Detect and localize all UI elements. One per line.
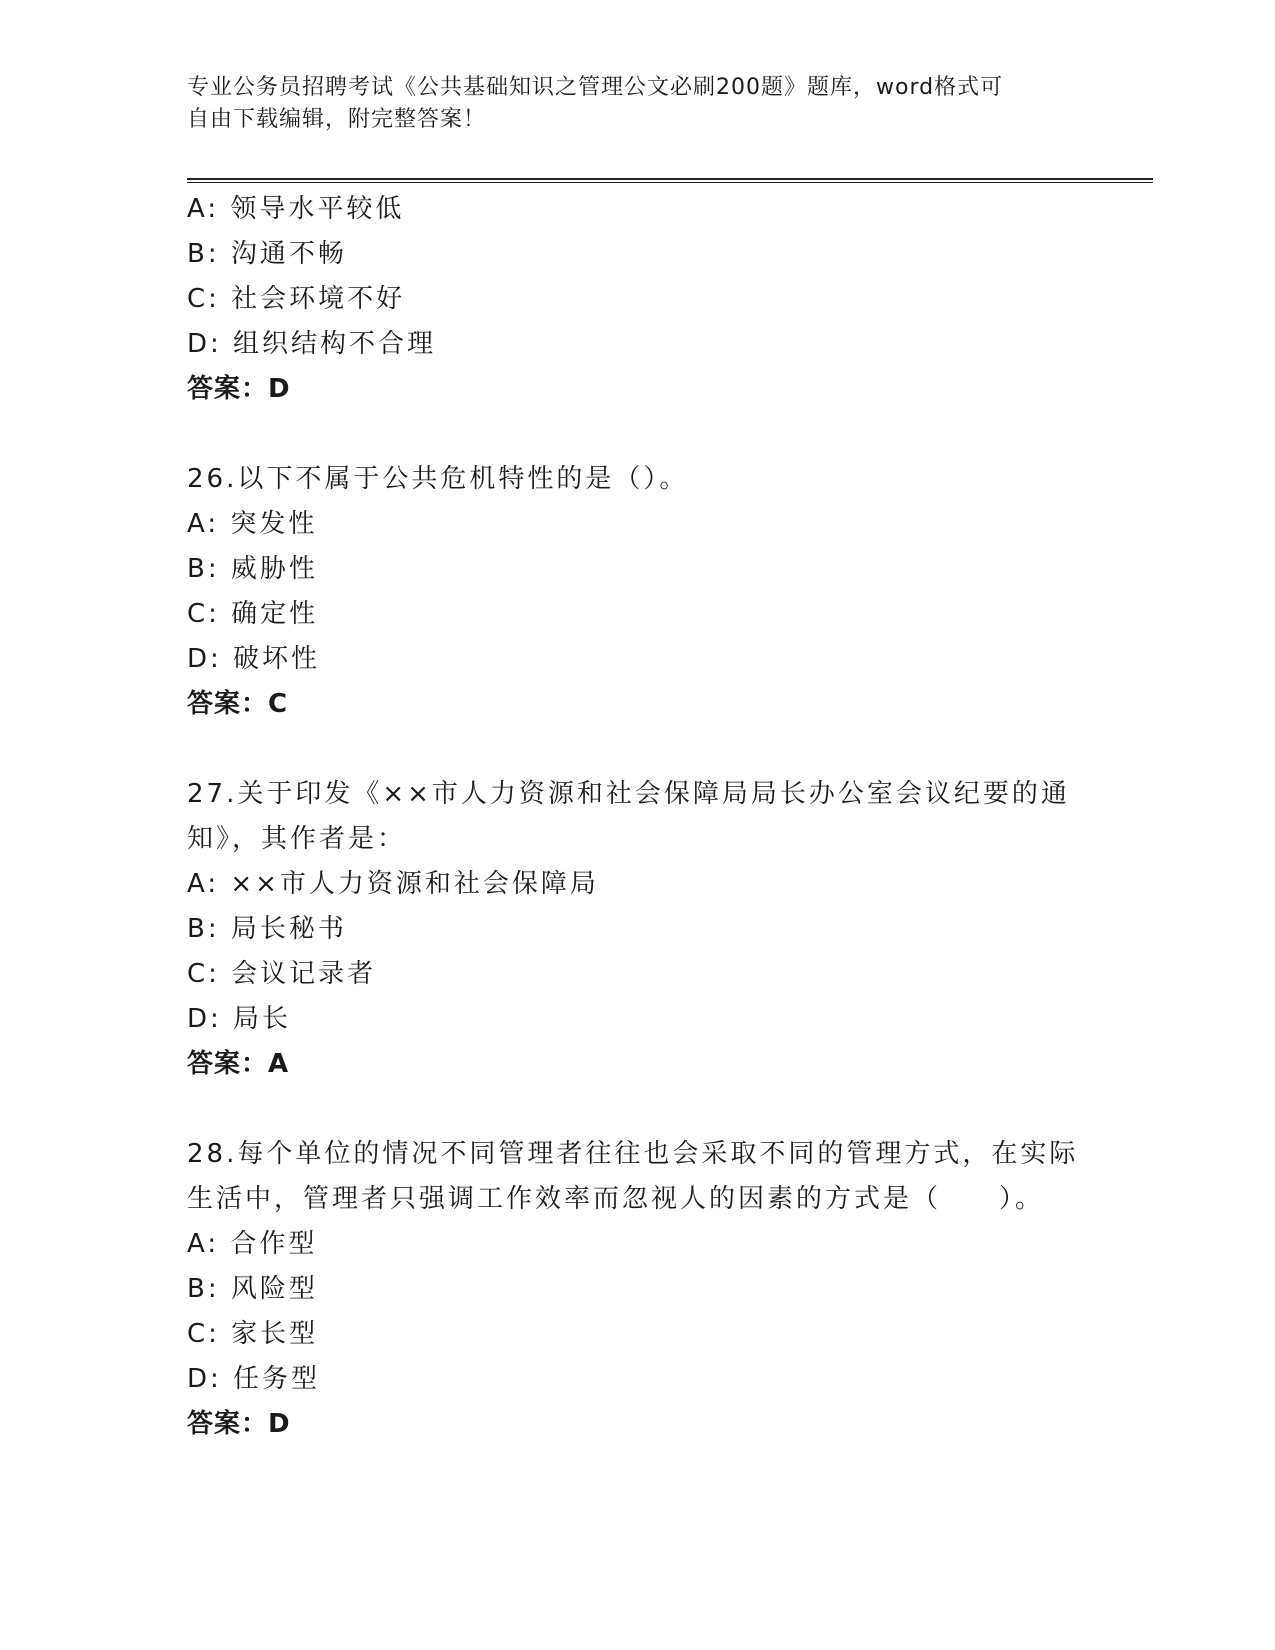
q28-question-line-2: 生活中，管理者只强调工作效率而忽视人的因素的方式是（ ）。 — [187, 1184, 1045, 1214]
q26-option-c: C: 确定性 — [187, 599, 319, 629]
q28-option-d: D: 任务型 — [187, 1364, 321, 1394]
document-header — [187, 72, 1067, 136]
q27-option-d: D: 局长 — [187, 1004, 292, 1034]
q26-option-b: B: 威胁性 — [187, 554, 318, 584]
q26-question: 26.以下不属于公共危机特性的是（）。 — [187, 464, 689, 494]
q27-question-line-2: 知》，其作者是： — [187, 824, 407, 854]
q28-option-b: B: 风险型 — [187, 1274, 318, 1304]
q25-option-d: D: 组织结构不合理 — [187, 329, 437, 359]
q27-answer: 答案：A — [187, 1049, 290, 1079]
q25-option-c: C: 社会环境不好 — [187, 284, 406, 314]
header-line-2: 自由下载编辑，附完整答案！ — [187, 107, 487, 132]
q28-answer: 答案：D — [187, 1409, 291, 1439]
q28-option-c: C: 家长型 — [187, 1319, 319, 1349]
q28-question-line-1: 28.每个单位的情况不同管理者往往也会采取不同的管理方式，在实际 — [187, 1139, 1079, 1169]
q25-option-a: A: 领导水平较低 — [187, 194, 405, 224]
q25-option-b: B: 沟通不畅 — [187, 239, 347, 269]
q25-answer: 答案：D — [187, 374, 291, 404]
q26-answer: 答案：C — [187, 689, 289, 719]
header-line-1: 专业公务员招聘考试《公共基础知识之管理公文必刷200题》题库，word格式可 — [187, 75, 1004, 100]
header-divider — [187, 178, 1153, 184]
q27-option-c: C: 会议记录者 — [187, 959, 377, 989]
q26-option-d: D: 破坏性 — [187, 644, 321, 674]
q28-option-a: A: 合作型 — [187, 1229, 318, 1259]
q27-option-a: A: ××市人力资源和社会保障局 — [187, 869, 599, 899]
q26-option-a: A: 突发性 — [187, 509, 318, 539]
q27-option-b: B: 局长秘书 — [187, 914, 347, 944]
q27-question-line-1: 27.关于印发《××市人力资源和社会保障局局长办公室会议纪要的通 — [187, 779, 1070, 809]
